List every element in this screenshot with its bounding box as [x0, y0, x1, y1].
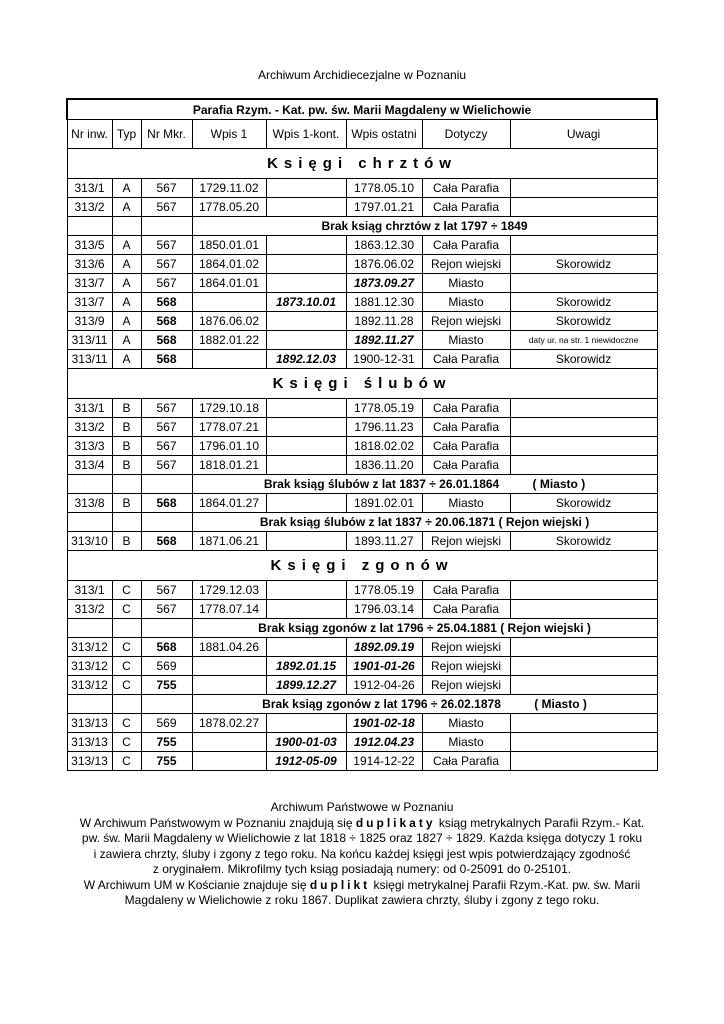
col-typ: Typ: [112, 120, 141, 149]
cell-wpis-1-kont: [266, 274, 346, 293]
col-dotyczy: Dotyczy: [422, 120, 510, 149]
gap-row: [67, 695, 657, 714]
cell-nr-mkr: 569: [141, 714, 192, 733]
gap-note: Brak ksiąg chrztów z lat 1797 ÷ 1849: [192, 217, 657, 236]
cell-typ: A: [112, 331, 141, 350]
cell-nr-inw: 313/1: [67, 399, 112, 418]
cell-wpis-1-kont: 1873.10.01: [266, 293, 346, 312]
cell-wpis-1-kont: [266, 456, 346, 475]
section-row: [67, 149, 657, 179]
cell-nr-inw: 313/12: [67, 657, 112, 676]
cell-nr-mkr: 568: [141, 350, 192, 369]
record-row: [67, 714, 657, 733]
gap-empty-cell: [112, 695, 141, 714]
gap-empty-cell: [141, 217, 192, 236]
cell-wpis-ostatni: 1912.04.23: [346, 733, 422, 752]
cell-wpis-ostatni: 1796.03.14: [346, 600, 422, 619]
cell-wpis-ostatni: 1881.12.30: [346, 293, 422, 312]
cell-typ: A: [112, 236, 141, 255]
section-row: [67, 551, 657, 581]
cell-wpis-1: [192, 350, 266, 369]
cell-nr-inw: 313/9: [67, 312, 112, 331]
cell-wpis-ostatni: 1778.05.19: [346, 581, 422, 600]
cell-wpis-ostatni: 1901-02-18: [346, 714, 422, 733]
record-row: [67, 331, 657, 350]
cell-wpis-1: 1796.01.10: [192, 437, 266, 456]
cell-wpis-1-kont: 1892.01.15: [266, 657, 346, 676]
col-uwagi: Uwagi: [510, 120, 657, 149]
record-row: [67, 581, 657, 600]
gap-empty-cell: [112, 475, 141, 494]
cell-typ: C: [112, 638, 141, 657]
col-wpis-1-kont: Wpis 1-kont.: [266, 120, 346, 149]
cell-uwagi: [510, 399, 657, 418]
gap-row: [67, 475, 657, 494]
cell-uwagi: Skorowidz: [510, 494, 657, 513]
cell-dotyczy: Cała Parafia: [422, 418, 510, 437]
cell-nr-mkr: 568: [141, 532, 192, 551]
cell-uwagi: [510, 437, 657, 456]
cell-wpis-ostatni: 1796.11.23: [346, 418, 422, 437]
gap-empty-cell: [112, 513, 141, 532]
cell-wpis-ostatni: 1901-01-26: [346, 657, 422, 676]
cell-wpis-1: 1778.07.14: [192, 600, 266, 619]
col-wpis-1: Wpis 1: [192, 120, 266, 149]
cell-wpis-1: [192, 657, 266, 676]
cell-uwagi: Skorowidz: [510, 255, 657, 274]
gap-empty-cell: [67, 695, 112, 714]
cell-wpis-1: 1871.06.21: [192, 532, 266, 551]
cell-nr-mkr: 568: [141, 494, 192, 513]
cell-dotyczy: Rejon wiejski: [422, 532, 510, 551]
cell-nr-mkr: 755: [141, 752, 192, 771]
column-header-row: [67, 120, 657, 149]
cell-nr-inw: 313/13: [67, 752, 112, 771]
cell-uwagi: [510, 676, 657, 695]
note-line-6: Magdaleny w Wielichowie z roku 1867. Duplikat zawiera chrzty, śluby i zgony z tego roku.: [124, 893, 600, 907]
gap-empty-cell: [141, 513, 192, 532]
record-row: [67, 752, 657, 771]
cell-nr-inw: 313/2: [67, 600, 112, 619]
cell-wpis-1-kont: [266, 312, 346, 331]
cell-wpis-1: 1818.01.21: [192, 456, 266, 475]
cell-dotyczy: Miasto: [422, 274, 510, 293]
section-title: Księgi ślubów: [67, 369, 657, 399]
note-line-4: z oryginałem. Mikrofilmy tych ksiąg posiadają numery: od 0-25091 do 0-25101.: [152, 862, 572, 876]
cell-typ: B: [112, 532, 141, 551]
cell-wpis-1-kont: [266, 532, 346, 551]
cell-wpis-ostatni: 1900-12-31: [346, 350, 422, 369]
cell-typ: C: [112, 600, 141, 619]
record-row: [67, 638, 657, 657]
cell-nr-inw: 313/10: [67, 532, 112, 551]
cell-nr-inw: 313/6: [67, 255, 112, 274]
cell-nr-mkr: 567: [141, 255, 192, 274]
record-row: [67, 312, 657, 331]
cell-wpis-ostatni: 1818.02.02: [346, 437, 422, 456]
record-row: [67, 179, 657, 198]
note-duplikaty: duplikaty: [355, 815, 436, 830]
gap-row: [67, 217, 657, 236]
cell-wpis-ostatni: 1778.05.10: [346, 179, 422, 198]
archive-note: [40, 800, 684, 909]
cell-uwagi: [510, 638, 657, 657]
cell-wpis-1-kont: [266, 399, 346, 418]
record-row: [67, 600, 657, 619]
cell-uwagi: [510, 733, 657, 752]
cell-nr-mkr: 567: [141, 236, 192, 255]
cell-wpis-ostatni: 1892.09.19: [346, 638, 422, 657]
cell-nr-mkr: 567: [141, 600, 192, 619]
cell-uwagi: [510, 657, 657, 676]
cell-wpis-1-kont: [266, 600, 346, 619]
cell-uwagi: [510, 600, 657, 619]
cell-nr-mkr: 568: [141, 312, 192, 331]
cell-wpis-ostatni: 1876.06.02: [346, 255, 422, 274]
cell-nr-inw: 313/11: [67, 350, 112, 369]
archive-header: Archiwum Archidiecezjalne w Poznaniu: [257, 68, 467, 82]
cell-nr-inw: 313/1: [67, 179, 112, 198]
cell-wpis-ostatni: 1778.05.19: [346, 399, 422, 418]
cell-nr-inw: 313/2: [67, 418, 112, 437]
cell-nr-mkr: 567: [141, 418, 192, 437]
section-title: Księgi zgonów: [67, 551, 657, 581]
note-line-5: W Archiwum UM w Kościanie znajduje się duplikt księgi metrykalnej Parafii Rzym.-Kat. pw. św. Marii: [83, 877, 641, 892]
cell-wpis-ostatni: 1797.01.21: [346, 198, 422, 217]
cell-typ: C: [112, 714, 141, 733]
cell-typ: B: [112, 399, 141, 418]
cell-wpis-1: 1778.05.20: [192, 198, 266, 217]
gap-note: Brak ksiąg zgonów z lat 1796 ÷ 26.02.1878 ( Miasto ): [192, 695, 657, 714]
cell-wpis-1: 1864.01.27: [192, 494, 266, 513]
cell-typ: A: [112, 198, 141, 217]
cell-nr-inw: 313/3: [67, 437, 112, 456]
cell-dotyczy: Cała Parafia: [422, 752, 510, 771]
cell-uwagi: daty ur. na str. 1 niewidoczne: [510, 331, 657, 350]
record-row: [67, 456, 657, 475]
cell-wpis-ostatni: 1912-04-26: [346, 676, 422, 695]
cell-dotyczy: Rejon wiejski: [422, 312, 510, 331]
cell-nr-inw: 313/7: [67, 274, 112, 293]
cell-nr-inw: 313/7: [67, 293, 112, 312]
cell-wpis-1-kont: [266, 418, 346, 437]
cell-wpis-1-kont: 1912-05-09: [266, 752, 346, 771]
cell-dotyczy: Cała Parafia: [422, 581, 510, 600]
cell-dotyczy: Cała Parafia: [422, 236, 510, 255]
cell-dotyczy: Cała Parafia: [422, 399, 510, 418]
cell-uwagi: Skorowidz: [510, 350, 657, 369]
cell-nr-inw: 313/1: [67, 581, 112, 600]
cell-nr-inw: 313/12: [67, 638, 112, 657]
cell-wpis-1: [192, 676, 266, 695]
register-table: [66, 98, 658, 771]
cell-uwagi: [510, 198, 657, 217]
cell-nr-mkr: 755: [141, 676, 192, 695]
cell-wpis-ostatni: 1914-12-22: [346, 752, 422, 771]
cell-dotyczy: Miasto: [422, 331, 510, 350]
note-duplikt: duplikt: [309, 877, 371, 892]
cell-typ: C: [112, 733, 141, 752]
cell-wpis-1: 1882.01.22: [192, 331, 266, 350]
col-nr-inw: Nr inw.: [67, 120, 112, 149]
cell-wpis-1: 1878.02.27: [192, 714, 266, 733]
cell-nr-inw: 313/13: [67, 733, 112, 752]
cell-typ: C: [112, 676, 141, 695]
cell-nr-mkr: 567: [141, 399, 192, 418]
cell-wpis-ostatni: 1873.09.27: [346, 274, 422, 293]
cell-nr-mkr: 567: [141, 198, 192, 217]
cell-dotyczy: Rejon wiejski: [422, 638, 510, 657]
cell-wpis-1: [192, 733, 266, 752]
note-line-3: i zawiera chrzty, śluby i zgony z tego roku. Na końcu każdej księgi jest wpis potwierdzający zgodność: [93, 846, 631, 861]
gap-empty-cell: [141, 619, 192, 638]
cell-wpis-1-kont: [266, 331, 346, 350]
cell-wpis-1-kont: [266, 581, 346, 600]
record-row: [67, 350, 657, 369]
gap-note: Brak ksiąg zgonów z lat 1796 ÷ 25.04.1881 ( Rejon wiejski ): [192, 619, 657, 638]
section-row: [67, 369, 657, 399]
cell-nr-inw: 313/11: [67, 331, 112, 350]
cell-wpis-ostatni: 1863.12.30: [346, 236, 422, 255]
cell-uwagi: [510, 752, 657, 771]
cell-nr-mkr: 755: [141, 733, 192, 752]
cell-wpis-1-kont: 1892.12.03: [266, 350, 346, 369]
gap-row: [67, 513, 657, 532]
cell-uwagi: [510, 581, 657, 600]
record-row: [67, 494, 657, 513]
parish-title: Parafia Rzym. - Kat. pw. św. Marii Magdaleny w Wielichowie: [67, 99, 657, 120]
cell-dotyczy: Miasto: [422, 293, 510, 312]
cell-wpis-1-kont: [266, 494, 346, 513]
cell-wpis-1-kont: [266, 198, 346, 217]
col-wpis-ostatni: Wpis ostatni: [346, 120, 422, 149]
gap-empty-cell: [67, 475, 112, 494]
cell-dotyczy: Cała Parafia: [422, 350, 510, 369]
cell-dotyczy: Cała Parafia: [422, 198, 510, 217]
section-title: Księgi chrztów: [67, 149, 657, 179]
cell-wpis-1-kont: [266, 714, 346, 733]
cell-uwagi: [510, 236, 657, 255]
cell-uwagi: [510, 179, 657, 198]
cell-dotyczy: Rejon wiejski: [422, 255, 510, 274]
gap-empty-cell: [141, 475, 192, 494]
cell-wpis-1-kont: [266, 236, 346, 255]
cell-uwagi: Skorowidz: [510, 312, 657, 331]
gap-empty-cell: [112, 217, 141, 236]
cell-nr-mkr: 569: [141, 657, 192, 676]
cell-wpis-1: 1876.06.02: [192, 312, 266, 331]
gap-empty-cell: [112, 619, 141, 638]
cell-typ: A: [112, 179, 141, 198]
cell-uwagi: Skorowidz: [510, 532, 657, 551]
gap-empty-cell: [141, 695, 192, 714]
cell-nr-inw: 313/8: [67, 494, 112, 513]
cell-nr-mkr: 567: [141, 274, 192, 293]
gap-note: Brak ksiąg ślubów z lat 1837 ÷ 26.01.1864 ( Miasto ): [192, 475, 657, 494]
cell-wpis-1: 1729.12.03: [192, 581, 266, 600]
cell-typ: C: [112, 581, 141, 600]
record-row: [67, 236, 657, 255]
cell-wpis-1: 1881.04.26: [192, 638, 266, 657]
cell-nr-inw: 313/2: [67, 198, 112, 217]
cell-nr-inw: 313/13: [67, 714, 112, 733]
cell-nr-mkr: 567: [141, 179, 192, 198]
cell-typ: C: [112, 752, 141, 771]
cell-wpis-1: 1864.01.02: [192, 255, 266, 274]
note-heading: Archiwum Państwowe w Poznaniu: [270, 800, 454, 814]
gap-empty-cell: [67, 513, 112, 532]
record-row: [67, 676, 657, 695]
record-row: [67, 418, 657, 437]
cell-dotyczy: Miasto: [422, 733, 510, 752]
note-line-1: W Archiwum Państwowym w Poznaniu znajdują się duplikaty ksiąg metrykalnych Parafii Rzym.- Kat.: [79, 815, 645, 830]
cell-wpis-1: [192, 293, 266, 312]
cell-wpis-1-kont: [266, 638, 346, 657]
gap-note: Brak ksiąg ślubów z lat 1837 ÷ 20.06.1871 ( Rejon wiejski ): [192, 513, 657, 532]
cell-wpis-1-kont: 1900-01-03: [266, 733, 346, 752]
cell-typ: B: [112, 494, 141, 513]
cell-nr-mkr: 567: [141, 437, 192, 456]
cell-uwagi: [510, 456, 657, 475]
record-row: [67, 532, 657, 551]
cell-typ: B: [112, 456, 141, 475]
record-row: [67, 293, 657, 312]
cell-nr-inw: 313/5: [67, 236, 112, 255]
cell-uwagi: Skorowidz: [510, 293, 657, 312]
record-row: [67, 437, 657, 456]
cell-typ: B: [112, 437, 141, 456]
cell-uwagi: [510, 418, 657, 437]
cell-typ: A: [112, 312, 141, 331]
cell-nr-mkr: 567: [141, 581, 192, 600]
cell-dotyczy: Rejon wiejski: [422, 657, 510, 676]
cell-nr-mkr: 568: [141, 331, 192, 350]
cell-nr-mkr: 568: [141, 638, 192, 657]
cell-nr-mkr: 568: [141, 293, 192, 312]
cell-wpis-1-kont: 1899.12.27: [266, 676, 346, 695]
cell-wpis-1: [192, 752, 266, 771]
col-nr-mkr: Nr Mkr.: [141, 120, 192, 149]
cell-dotyczy: Miasto: [422, 714, 510, 733]
cell-wpis-ostatni: 1891.02.01: [346, 494, 422, 513]
cell-wpis-1-kont: [266, 437, 346, 456]
cell-typ: B: [112, 418, 141, 437]
gap-row: [67, 619, 657, 638]
cell-typ: A: [112, 274, 141, 293]
record-row: [67, 733, 657, 752]
cell-typ: C: [112, 657, 141, 676]
cell-wpis-ostatni: 1893.11.27: [346, 532, 422, 551]
cell-wpis-1: 1729.10.18: [192, 399, 266, 418]
cell-uwagi: [510, 274, 657, 293]
cell-typ: A: [112, 350, 141, 369]
cell-wpis-1: 1729.11.02: [192, 179, 266, 198]
cell-dotyczy: Miasto: [422, 494, 510, 513]
cell-wpis-1-kont: [266, 255, 346, 274]
cell-dotyczy: Cała Parafia: [422, 179, 510, 198]
cell-nr-inw: 313/4: [67, 456, 112, 475]
cell-uwagi: [510, 714, 657, 733]
cell-wpis-ostatni: 1892.11.28: [346, 312, 422, 331]
record-row: [67, 255, 657, 274]
record-row: [67, 198, 657, 217]
cell-nr-mkr: 567: [141, 456, 192, 475]
record-row: [67, 657, 657, 676]
cell-wpis-1: 1778.07.21: [192, 418, 266, 437]
record-row: [67, 274, 657, 293]
cell-dotyczy: Cała Parafia: [422, 456, 510, 475]
cell-wpis-ostatni: 1836.11.20: [346, 456, 422, 475]
note-line-2: pw. św. Marii Magdaleny w Wielichowie z lat 1818 ÷ 1825 oraz 1827 ÷ 1829. Każda księga dotyczy 1 roku: [81, 831, 643, 845]
cell-typ: A: [112, 293, 141, 312]
cell-dotyczy: Rejon wiejski: [422, 676, 510, 695]
cell-dotyczy: Cała Parafia: [422, 600, 510, 619]
cell-nr-inw: 313/12: [67, 676, 112, 695]
gap-empty-cell: [67, 217, 112, 236]
cell-typ: A: [112, 255, 141, 274]
record-row: [67, 399, 657, 418]
cell-wpis-1: 1864.01.01: [192, 274, 266, 293]
gap-empty-cell: [67, 619, 112, 638]
cell-dotyczy: Cała Parafia: [422, 437, 510, 456]
cell-wpis-1-kont: [266, 179, 346, 198]
cell-wpis-ostatni: 1892.11.27: [346, 331, 422, 350]
cell-wpis-1: 1850.01.01: [192, 236, 266, 255]
